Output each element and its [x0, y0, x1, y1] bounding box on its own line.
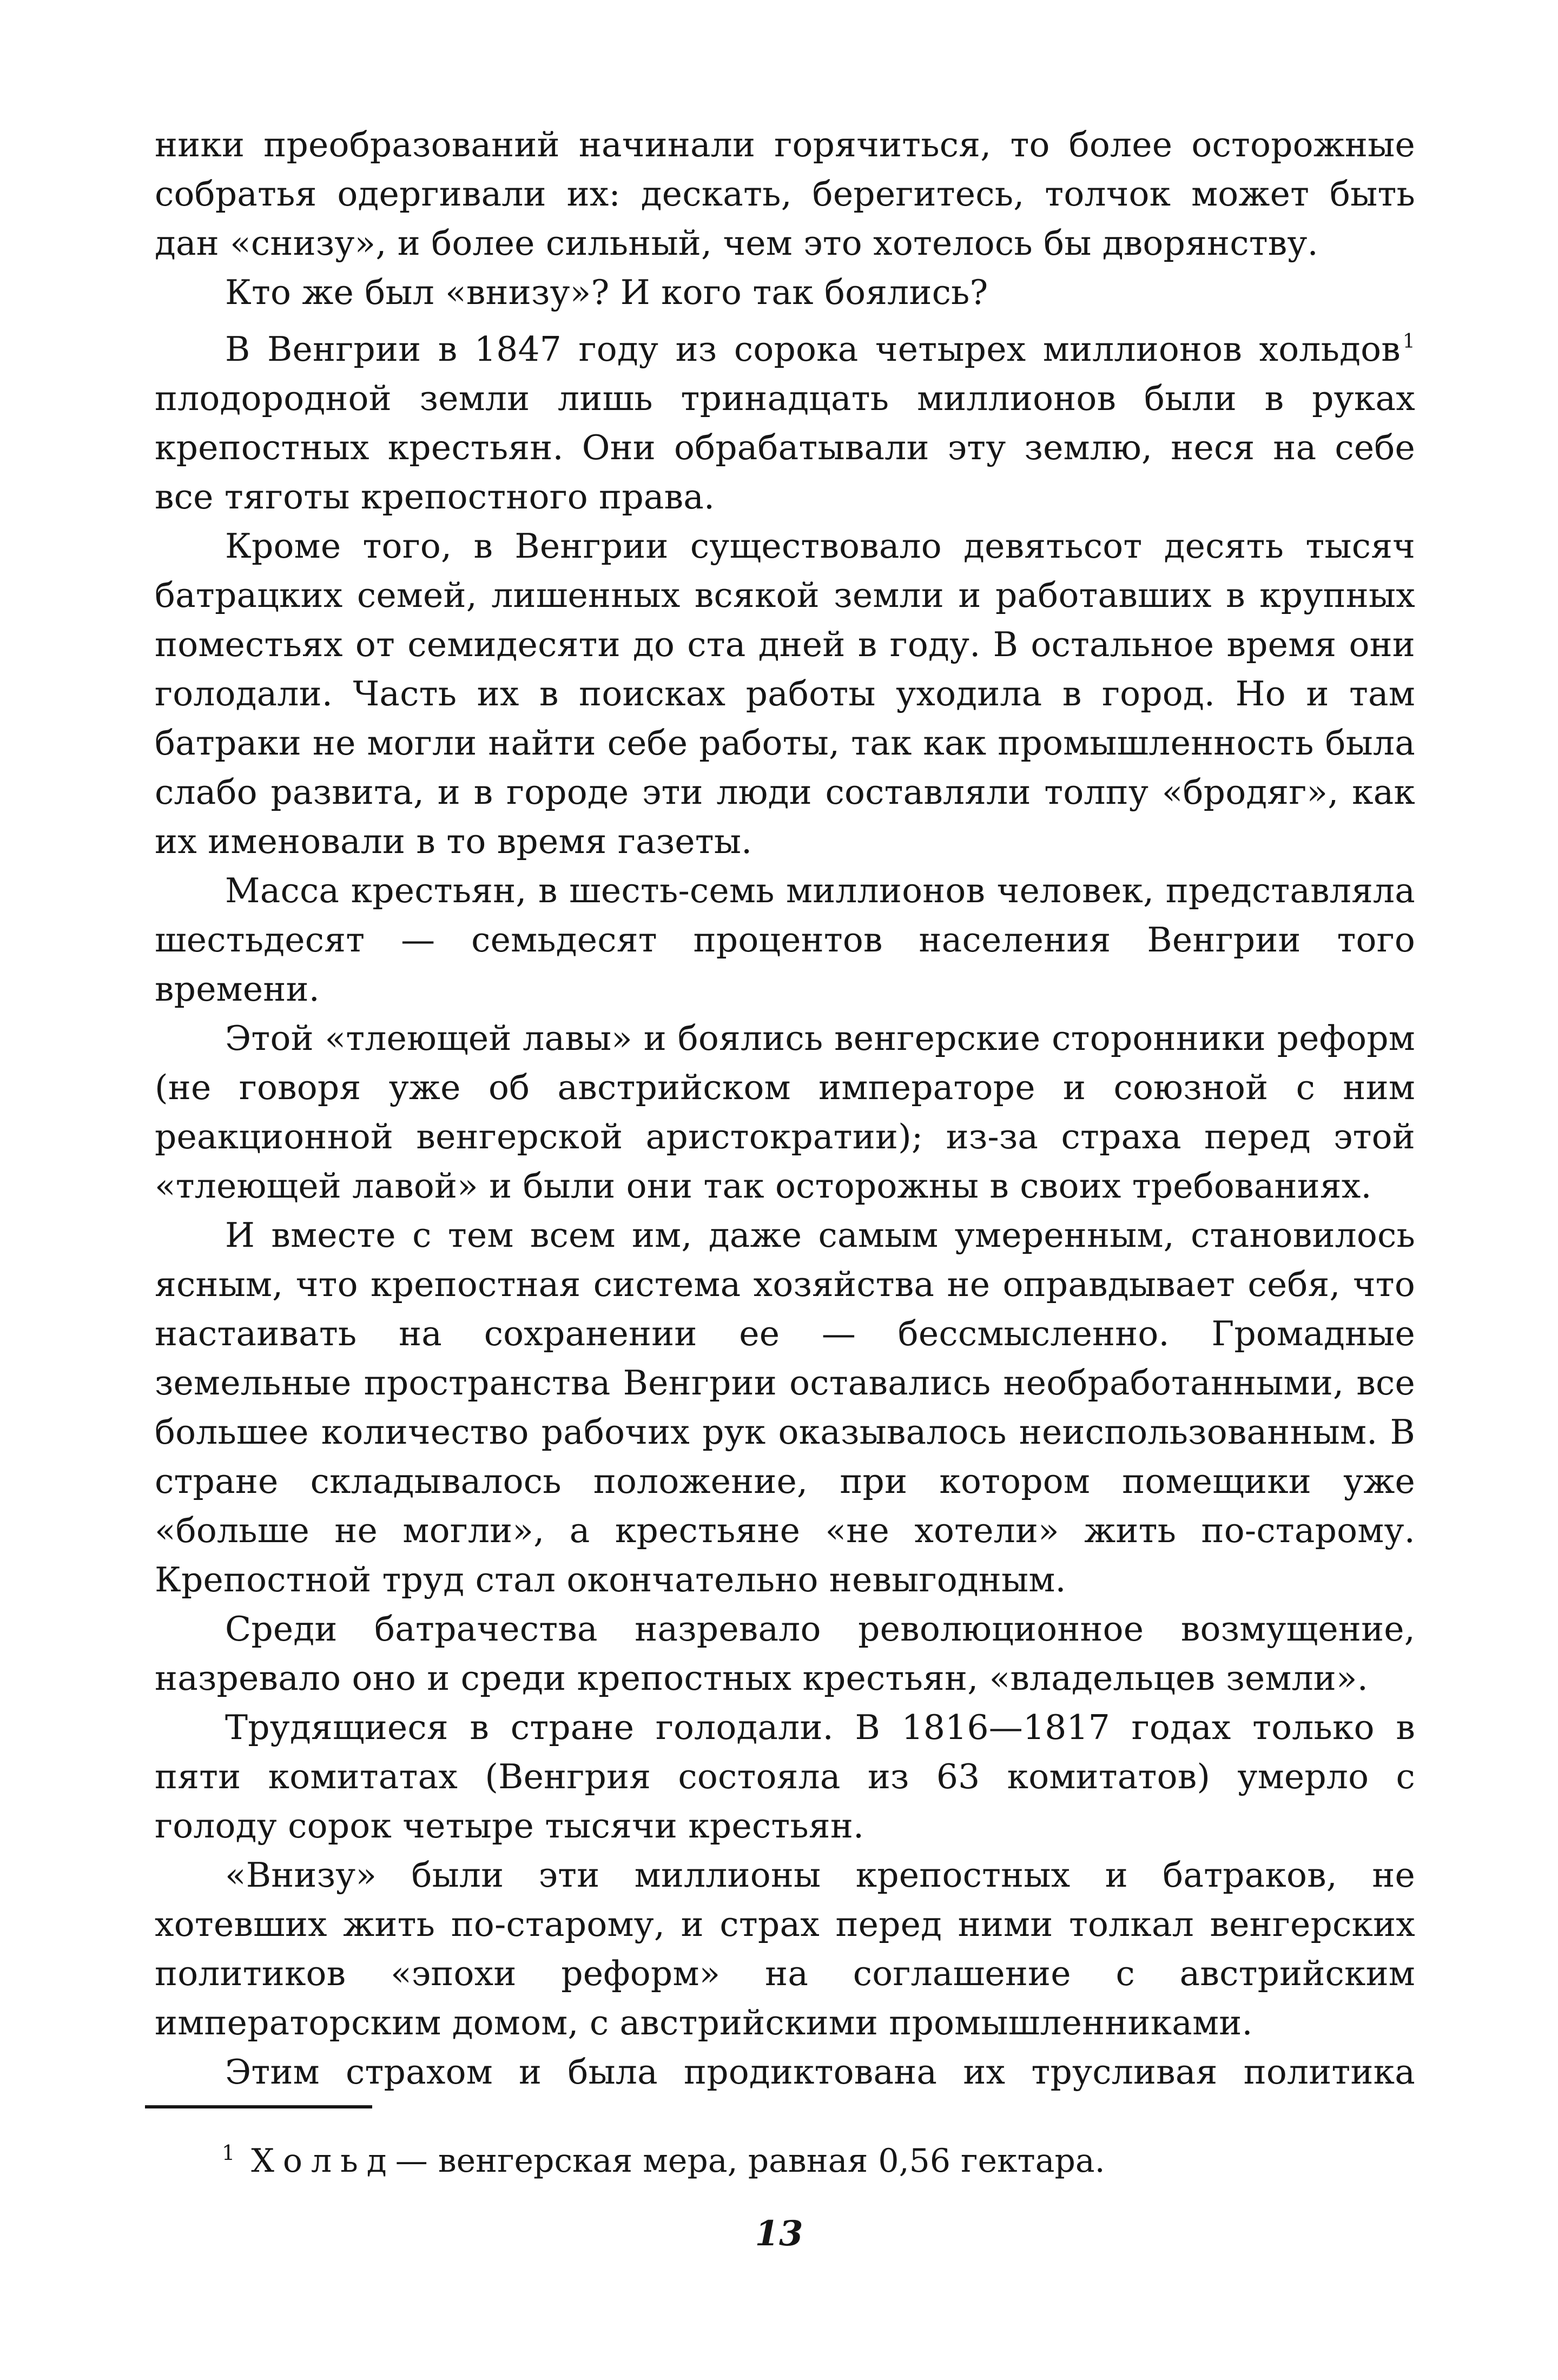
paragraph: И вместе с тем всем им, даже самым умеренным, становилось ясным, что крепостная система хозяйства не оправдывает себя, что настаивать на сохранении ее — бессмысленно. Громадные земельные пространства Венгрии оставались необработанными, все большее количество рабочих рук оказывалось неиспользованным. В стране складывалось положение, при котором помещики уже «больше не могли», а крестьяне «не хотели» жить по-старому. Крепостной труд стал окончательно невыгодным. [155, 1215, 1415, 1599]
footnote-mark: 1 [222, 2141, 235, 2165]
paragraph-text: В Венгрии в 1847 году из сорока четырех миллионов хольдов [225, 329, 1401, 369]
footnote-text: — венгерская мера, равная 0,56 гектара. [395, 2142, 1105, 2180]
paragraph: Среди батрачества назревало революционное возмущение, назревало оно и среди крепостных крестьян, «владельцев земли». [155, 1609, 1415, 1698]
footnote-term: Хольд [251, 2142, 395, 2180]
paragraph: Кто же был «внизу»? И кого так боялись? [225, 273, 988, 312]
footnote [222, 2130, 1412, 2184]
paragraph: Трудящиеся в стране голодали. В 1816—1817 годах только в пяти комитатах (Венгрия состояла из 63 комитатов) умерло с голоду сорок четыре тысячи крестьян. [155, 1708, 1415, 1846]
paragraph-with-footnote [155, 317, 1415, 521]
paragraph: Кроме того, в Венгрии существовало девятьсот десять тысяч батрацких семей, лишенных всякой земли и работавших в крупных поместьях от семидесяти до ста дней в году. В остальное время они голодали. Часть их в поисках работы уходила в город. Но и там батраки не могли найти себе работы, так как промышленность была слабо развита, и в городе эти люди составляли толпу «бродяг», как их именовали в то время газеты. [155, 526, 1415, 861]
footnote-divider [145, 2105, 372, 2108]
paragraph: «Внизу» были эти миллионы крепостных и батраков, не хотевших жить по-старому, и страх перед ними толкал венгерских политиков «эпохи реформ» на соглашение с австрийским императорским домом, с австрийскими промышленниками. [155, 1855, 1415, 2042]
paragraph: Масса крестьян, в шесть-семь миллионов человек, представляла шестьдесят — семьдесят процентов населения Венгрии того времени. [155, 871, 1415, 1009]
paragraph: Этой «тлеющей лавы» и боялись венгерские сторонники реформ (не говоря уже об австрийском императоре и союзной с ним реакционной венгерской аристократии); из-за страха перед этой «тлеющей лавой» и были они так осторожны в своих требованиях. [155, 1019, 1415, 1206]
paragraph: Этим страхом и была продиктована их трусливая политика [225, 2052, 1415, 2092]
paragraph-continuation: ники преобразований начинали горячиться, то более осторожные собратья одергивали их: дескать, берегитесь, толчок может быть дан «снизу», и более сильный, чем это хотелось бы дворянству. [155, 125, 1415, 263]
page-number: 13 [755, 2213, 803, 2254]
main-text [155, 120, 1415, 2097]
footnote-reference: 1 [1402, 330, 1415, 353]
paragraph-text: плодородной земли лишь тринадцать миллионов были в руках крепостных крестьян. Они обрабатывали эту землю, неся на себе все тяготы крепостного права. [155, 379, 1415, 517]
